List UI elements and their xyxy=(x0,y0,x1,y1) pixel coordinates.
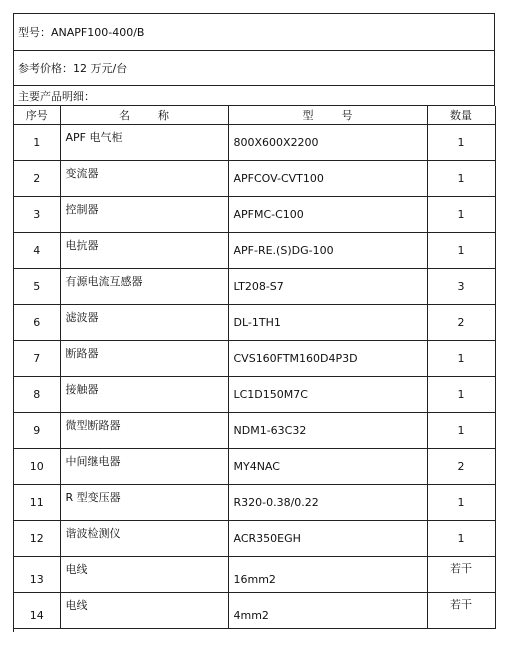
item-name: 电线 xyxy=(60,592,228,628)
item-number: 8 xyxy=(14,376,60,412)
item-quantity: 1 xyxy=(427,232,495,268)
item-model: 16mm2 xyxy=(228,556,427,592)
table-row xyxy=(14,556,495,592)
item-number: 9 xyxy=(14,412,60,448)
item-number: 1 xyxy=(14,124,60,160)
price-line: 参考价格：12 万元/台 xyxy=(18,62,128,75)
column-header-name-part1: 名 xyxy=(119,108,130,122)
item-name: 有源电流互感器 xyxy=(60,268,228,304)
item-number: 12 xyxy=(14,520,60,556)
item-number: 7 xyxy=(14,340,60,376)
item-quantity: 2 xyxy=(427,448,495,484)
table-row xyxy=(14,124,495,160)
item-quantity: 3 xyxy=(427,268,495,304)
item-quantity: 1 xyxy=(427,412,495,448)
item-number: 6 xyxy=(14,304,60,340)
table-row xyxy=(14,448,495,484)
item-name: 电线 xyxy=(60,556,228,592)
column-header-model-part2: 号 xyxy=(341,108,353,122)
item-name: 变流器 xyxy=(60,160,228,196)
item-name: 控制器 xyxy=(60,196,228,232)
detail-heading-row xyxy=(14,86,495,106)
item-model: APFCOV-CVT100 xyxy=(228,160,427,196)
item-model: LC1D150M7C xyxy=(228,376,427,412)
item-model: CVS160FTM160D4P3D xyxy=(228,340,427,376)
item-name: 接触器 xyxy=(60,376,228,412)
item-name: 断路器 xyxy=(60,340,228,376)
column-header-qty: 数量 xyxy=(427,106,495,124)
item-model: R320-0.38/0.22 xyxy=(228,484,427,520)
table-row xyxy=(14,268,495,304)
table-row xyxy=(14,376,495,412)
table-row xyxy=(14,592,495,628)
item-number: 11 xyxy=(14,484,60,520)
item-model: APFMC-C100 xyxy=(228,196,427,232)
item-number: 5 xyxy=(14,268,60,304)
table-row xyxy=(14,160,495,196)
table-row xyxy=(14,520,495,556)
item-name: 谐波检测仪 xyxy=(60,520,228,556)
item-quantity: 1 xyxy=(427,340,495,376)
item-quantity: 若干 xyxy=(427,592,495,628)
item-name: 微型断路器 xyxy=(60,412,228,448)
item-quantity: 1 xyxy=(427,376,495,412)
model-line: 型号：ANAPF100-400/B xyxy=(18,26,145,39)
item-model: NDM1-63C32 xyxy=(228,412,427,448)
item-model: LT208-S7 xyxy=(228,268,427,304)
item-name: R 型变压器 xyxy=(60,484,228,520)
item-name: APF 电气柜 xyxy=(60,124,228,160)
column-header-name xyxy=(60,106,228,124)
item-quantity: 1 xyxy=(427,124,495,160)
product-spec-sheet xyxy=(13,13,495,632)
item-number: 4 xyxy=(14,232,60,268)
item-quantity: 若干 xyxy=(427,556,495,592)
table-body xyxy=(14,124,495,628)
table-header-row xyxy=(14,106,495,124)
model-row xyxy=(14,14,495,51)
item-number: 13 xyxy=(14,556,60,592)
column-header-model xyxy=(228,106,427,124)
item-name: 电抗器 xyxy=(60,232,228,268)
item-name: 滤波器 xyxy=(60,304,228,340)
item-quantity: 1 xyxy=(427,520,495,556)
detail-heading: 主要产品明细： xyxy=(18,90,95,103)
product-detail-table xyxy=(14,106,496,629)
table-row xyxy=(14,304,495,340)
item-quantity: 2 xyxy=(427,304,495,340)
item-number: 3 xyxy=(14,196,60,232)
item-model: ACR350EGH xyxy=(228,520,427,556)
table-row xyxy=(14,196,495,232)
item-number: 2 xyxy=(14,160,60,196)
item-model: 4mm2 xyxy=(228,592,427,628)
item-model: APF-RE.(S)DG-100 xyxy=(228,232,427,268)
column-header-name-part2: 称 xyxy=(158,108,169,122)
table-row xyxy=(14,340,495,376)
table-row xyxy=(14,232,495,268)
item-model: 800X600X2200 xyxy=(228,124,427,160)
column-header-no: 序号 xyxy=(14,106,60,124)
column-header-model-part1: 型 xyxy=(302,108,314,122)
item-model: DL-1TH1 xyxy=(228,304,427,340)
price-row xyxy=(14,51,495,86)
item-number: 10 xyxy=(14,448,60,484)
item-name: 中间继电器 xyxy=(60,448,228,484)
item-model: MY4NAC xyxy=(228,448,427,484)
table-row xyxy=(14,484,495,520)
item-quantity: 1 xyxy=(427,196,495,232)
item-quantity: 1 xyxy=(427,160,495,196)
table-row xyxy=(14,412,495,448)
item-number: 14 xyxy=(14,592,60,628)
item-quantity: 1 xyxy=(427,484,495,520)
